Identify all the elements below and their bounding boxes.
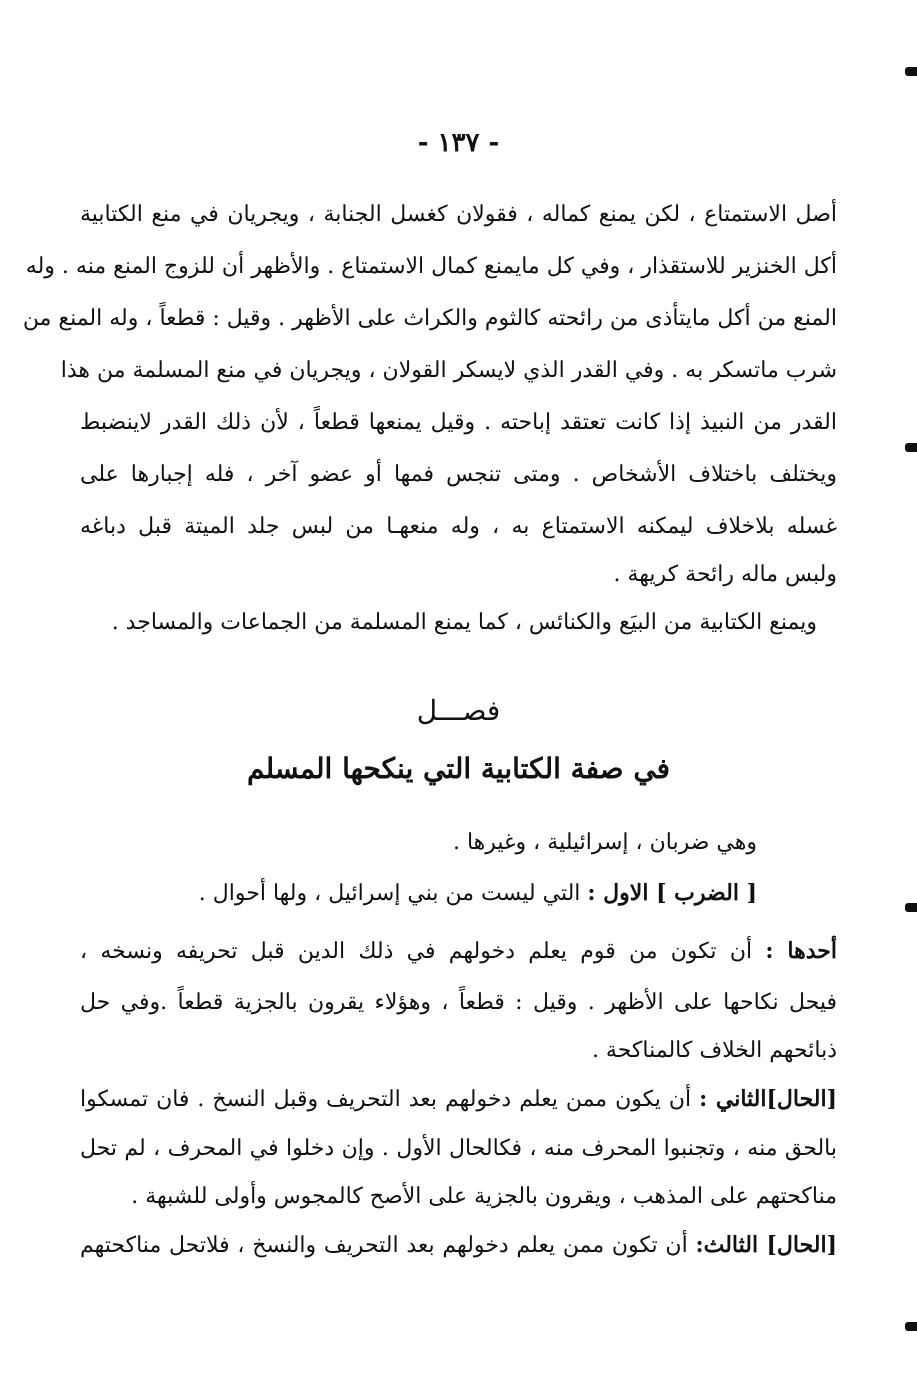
section-title: في صفة الكتابية التي ينكحها المسلم [246, 752, 671, 785]
state3-text: أن تكون ممن يعلم دخولهم بعد التحريف والنسخ ، فلاتحل مناكحتهم [80, 1233, 688, 1258]
paragraph1-line: ولبس ماله رائحة كريهة . [613, 562, 837, 587]
page-edge-mark [905, 1322, 917, 1331]
paragraph1-line: المنع من أكل مايتأذى من رائحته كالثوم والكراث على الأظهر . وقيل : قطعاً ، وله المنع من [22, 306, 837, 331]
state2-line [80, 1082, 837, 1117]
paragraph1-line: أصل الاستمتاع ، لكن يمنع كماله ، فقولان كغسل الجنابة ، ويجريان في منع الكتابية [80, 202, 837, 227]
section-heading: فصـــل [416, 694, 501, 727]
first-type-label: [ الضرب ] الاول : [587, 880, 757, 906]
intro-line: وهي ضربان ، إسرائيلية ، وغيرها . [452, 830, 757, 855]
page-number: - ١٣٧ - [417, 128, 500, 158]
state2-label: [الحال]الثاني : [699, 1086, 837, 1112]
state1-text: أن تكون من قوم يعلم دخولهم في ذلك الدين قبل تحريفه ونسخه ، [80, 939, 753, 964]
first-type-line [199, 876, 757, 911]
state2-line: مناكحتهم على المذهب ، ويقرون بالجزية على الأصح كالمجوس وأولى للشبهة . [131, 1184, 837, 1209]
paragraph1-line: شرب ماتسكر به . وفي القدر الذي لايسكر القولان ، ويجريان في منع المسلمة من هذا [60, 358, 837, 383]
paragraph1-line: القدر من النبيذ إذا كانت تعتقد إباحته . وقيل يمنعها قطعاً ، لأن ذلك القدر لاينضبط [80, 410, 837, 435]
state1-line [80, 934, 837, 969]
paragraph1-line: أكل الخنزير للاستقذار ، وفي كل مايمنع كمال الاستمتاع . والأظهر أن للزوج المنع منه . وله [25, 254, 837, 279]
state1-line: ذبائحهم الخلاف كالمناكحة . [591, 1038, 837, 1063]
state2-line: بالحق منه ، وتجنبوا المحرف منه ، فكالحال الأول . وإن دخلوا في المحرف ، لم تحل [80, 1136, 837, 1161]
first-type-text: التي ليست من بني إسرائيل ، ولها أحوال . [198, 881, 581, 906]
state3-label: [الحال] الثالث: [695, 1232, 838, 1258]
state1-label: أحدها : [765, 938, 837, 964]
page-edge-mark [905, 443, 917, 452]
page-edge-mark [905, 903, 917, 912]
paragraph2-line: ويمنع الكتابية من البيَع والكنائس ، كما يمنع المسلمة من الجماعات والمساجد . [111, 610, 817, 635]
state1-line: فيحل نكاحها على الأظهر . وقيل : قطعاً ، وهؤلاء يقرون بالجزية قطعاً .وفي حل [80, 990, 837, 1015]
state2-text: أن يكون ممن يعلم دخولهم بعد التحريف وقبل النسخ . فان تمسكوا [80, 1087, 692, 1112]
paragraph1-line: ويختلف باختلاف الأشخاص . ومتى تنجس فمها أو عضو آخر ، فله إجبارها على [80, 462, 837, 487]
page-edge-mark [905, 67, 917, 76]
state3-line [80, 1228, 837, 1263]
paragraph1-line: غسله بلاخلاف ليمكنه الاستمتاع به ، وله منعهـا من لبس جلد الميتة قبل دباغه [80, 514, 837, 539]
